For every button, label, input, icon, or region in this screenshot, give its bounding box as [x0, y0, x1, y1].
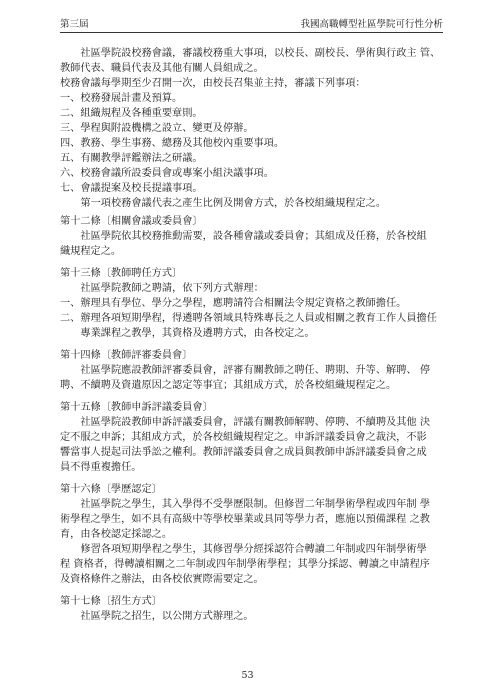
page-number: 53 [241, 670, 254, 681]
article-heading: 第十四條〔教師評審委員會〕 [60, 350, 193, 361]
list-item: 一、辦理具有學位、學分之學程，應聘請符合相關法令規定資格之教師擔任。 [60, 298, 407, 309]
article-heading: 第十六條〔學歷認定〕 [60, 484, 162, 495]
article-heading: 第十三條〔教師聘任方式〕 [60, 268, 183, 279]
paragraph-line: 社區學院教師之聘請，依下列方式辦理： [80, 283, 264, 294]
list-item: 四、教務、學生事務、總務及其他校內重要事項。 [60, 138, 285, 149]
paragraph-line: 社區學院設校務會議，審議校務重大事項，以校長、副校長、學術與行政主 管、 [80, 48, 441, 59]
list-item: 二、組織規程及各種重要章則。 [60, 108, 203, 119]
paragraph-line: 聘、不續聘及資遣原因之認定等事宜；其組成方式，於各校組織規程定之。 [60, 380, 397, 391]
paragraph-line: 響當事人提起司法爭訟之權利。教師評議委員會之成員與教師申訴評議委員會之成 [60, 447, 427, 458]
paragraph-line: 第一項校務會議代表之產生比例及開會方式，於各校組織規程定之。 [80, 198, 387, 209]
list-item: 六、校務會議所設委員會或專案小組決議事項。 [60, 168, 274, 179]
paragraph-line: 社區學院之招生，以公開方式辦理之。 [80, 611, 254, 622]
document-body [60, 46, 443, 624]
paragraph-line: 員不得重複擔任。 [60, 462, 142, 473]
article-heading: 第十五條〔教師申訴評議委員會〕 [60, 402, 213, 413]
paragraph-line: 織規程定之。 [60, 246, 122, 257]
article-heading: 第十七條〔招生方式〕 [60, 596, 162, 607]
list-item: 三、學程與附設機構之設立、變更及停辦。 [60, 123, 254, 134]
paragraph-line: 修習各項短期學程之學生，其修習學分經採認符合轉讀二年制或四年制學術學 [80, 544, 427, 555]
header-left-text: 第三屆 [60, 19, 89, 30]
paragraph-line: 社區學院之學生，其入學得不受學歷限制。但修習二年制學術學程或四年制 學 [80, 499, 431, 510]
paragraph-line: 定不服之申訴；其組成方式，於各校組織規程定之。申訴評議委員會之裁決，不影 [60, 432, 427, 443]
paragraph-line: 社區學院依其校務推動需要，設各種會議或委員會；其組成及任務，於各校組 [80, 231, 427, 242]
list-item: 一、校務發展計畫及預算。 [60, 93, 183, 104]
paragraph-line: 術學程之學生，如不具有高級中等學校畢業或具同等學力者，應施以預備課程 之教 [60, 514, 430, 525]
paragraph-line: 及資格條件之辦法，由各校依實際需要定之。 [60, 574, 264, 585]
page-header [60, 12, 443, 33]
list-item: 七、會議提案及校長提議事項。 [60, 183, 203, 194]
paragraph-line: 程 資格者，得轉讀相關之二年制或四年制學術學程；其學分採認、轉讀之申請程序 [60, 559, 430, 570]
header-right-text: 我國高職轉型社區學院可行性分析 [300, 19, 443, 30]
article-heading: 第十二條〔相關會議或委員會〕 [60, 216, 203, 227]
list-item: 二、辦理各項短期學程，得遴聘各領域具特殊專長之人員或相關之教育工作人員擔任專業課程之教學，其資格及遴聘方式，由各校定之。 [60, 313, 437, 339]
paragraph-line: 育，由各校認定採認之。 [60, 529, 173, 540]
paragraph-line: 教師代表、職員代表及其他有關人員組成之。 [60, 63, 264, 74]
list-item: 五、有關教學評鑑辦法之研議。 [60, 153, 203, 164]
paragraph-line: 社區學院應設教師評審委員會，評審有關教師之聘任、聘期、升等、解聘、 停 [80, 365, 431, 376]
paragraph-line: 社區學院設教師申訴評議委員會，評議有關教師解聘、停聘、不續聘及其他 決 [80, 417, 431, 428]
paragraph-line: 校務會議每學期至少召開一次，由校長召集並主持，審議下列事項： [60, 78, 366, 89]
